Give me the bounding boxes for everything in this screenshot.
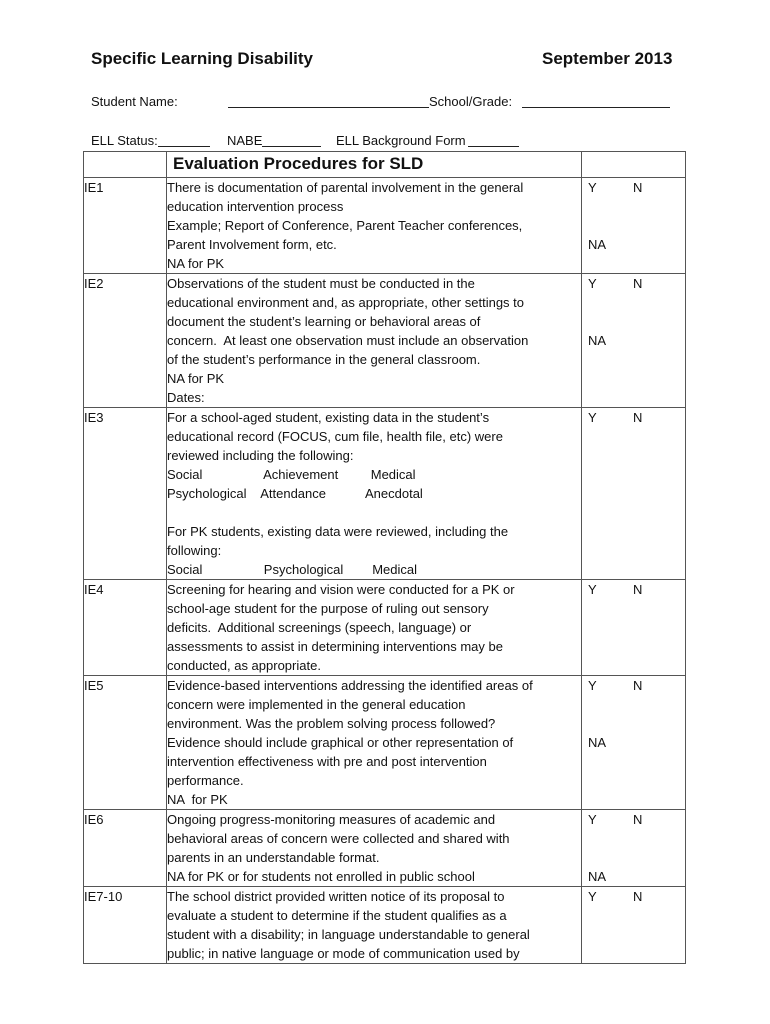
table-row [84, 274, 686, 408]
table-row [84, 408, 686, 580]
description-line: student with a disability; in language understandable to general [167, 927, 530, 942]
description-line: Observations of the student must be conducted in the [167, 276, 475, 291]
description-line: of the student’s performance in the general classroom. [167, 352, 481, 367]
description-line: environment. Was the problem solving process followed? [167, 716, 496, 731]
description-line: NA for PK [167, 256, 225, 271]
description-line: parents in an understandable format. [167, 850, 380, 865]
table-row [84, 810, 686, 887]
school-grade-label: School/Grade: [429, 94, 513, 109]
description-line: Dates: [167, 390, 205, 405]
description-line: assessments to assist in determining interventions may be [167, 639, 503, 654]
student-name-label: Student Name: [91, 94, 178, 109]
yn-cell [582, 408, 686, 580]
description-line: For PK students, existing data were reviewed, including the [167, 524, 509, 539]
item-description [167, 408, 582, 580]
yes-option[interactable]: Y [588, 410, 597, 425]
ell-status-label: ELL Status: [91, 133, 158, 148]
description-line: Example; Report of Conference, Parent Teacher conferences, [167, 218, 523, 233]
description-line: document the student’s learning or behavioral areas of [167, 314, 481, 329]
description-line: NA for PK or for students not enrolled in public school [167, 869, 475, 884]
description-line: education intervention process [167, 199, 344, 214]
description-line: NA for PK [167, 792, 228, 807]
item-description [167, 887, 582, 964]
na-option[interactable]: NA [588, 237, 607, 252]
item-code: IE6 [84, 810, 167, 887]
description-line: For a school-aged student, existing data in the student’s [167, 410, 490, 425]
description-line: Social Psychological Medical [167, 562, 417, 577]
no-option[interactable]: N [633, 276, 643, 291]
yn-cell [582, 676, 686, 810]
table-row [84, 676, 686, 810]
document-title: Specific Learning Disability [91, 49, 314, 68]
description-line: Evidence should include graphical or other representation of [167, 735, 514, 750]
description-line: There is documentation of parental involvement in the general [167, 180, 524, 195]
no-option[interactable]: N [633, 410, 643, 425]
no-option[interactable]: N [633, 678, 643, 693]
no-option[interactable]: N [633, 812, 643, 827]
yn-cell [582, 580, 686, 676]
yn-cell [582, 274, 686, 408]
description-line: concern. At least one observation must include an observation [167, 333, 529, 348]
item-code: IE1 [84, 178, 167, 274]
yes-option[interactable]: Y [588, 812, 597, 827]
description-line: NA for PK [167, 371, 225, 386]
item-description [167, 810, 582, 887]
description-line: educational environment and, as appropriate, other settings to [167, 295, 525, 310]
student-name-field[interactable] [228, 94, 429, 111]
description-line: Evidence-based interventions addressing the identified areas of [167, 678, 533, 693]
no-option[interactable]: N [633, 582, 643, 597]
na-option[interactable]: NA [588, 333, 607, 348]
description-line: concern were implemented in the general education [167, 697, 466, 712]
item-description [167, 178, 582, 274]
description-line: behavioral areas of concern were collected and shared with [167, 831, 510, 846]
school-grade-field[interactable] [522, 94, 670, 111]
yn-cell [582, 810, 686, 887]
description-line: reviewed including the following: [167, 448, 354, 463]
description-line: Ongoing progress-monitoring measures of academic and [167, 812, 496, 827]
description-line: Screening for hearing and vision were conducted for a PK or [167, 582, 515, 597]
item-description [167, 274, 582, 408]
description-line: performance. [167, 773, 244, 788]
description-line: school-age student for the purpose of ruling out sensory [167, 601, 489, 616]
ell-background-field[interactable] [468, 133, 519, 150]
description-line: The school district provided written notice of its proposal to [167, 889, 505, 904]
yn-cell [582, 178, 686, 274]
item-code: IE7-10 [84, 887, 167, 964]
yn-cell [582, 887, 686, 964]
description-line [167, 503, 581, 522]
description-line: Parent Involvement form, etc. [167, 237, 337, 252]
table-heading-row [84, 152, 686, 178]
description-line: educational record (FOCUS, cum file, health file, etc) were [167, 429, 503, 444]
item-description [167, 580, 582, 676]
description-line: Psychological Attendance Anecdotal [167, 486, 423, 501]
description-line: intervention effectiveness with pre and post intervention [167, 754, 487, 769]
heading-yn-cell [582, 152, 686, 178]
yes-option[interactable]: Y [588, 678, 597, 693]
item-code: IE5 [84, 676, 167, 810]
yes-option[interactable]: Y [588, 582, 597, 597]
description-line: evaluate a student to determine if the student qualifies as a [167, 908, 507, 923]
description-line: following: [167, 543, 222, 558]
description-line: public; in native language or mode of communication used by [167, 946, 520, 961]
nabe-label: NABE [227, 133, 263, 148]
yes-option[interactable]: Y [588, 889, 597, 904]
table-row [84, 580, 686, 676]
table-row [84, 887, 686, 964]
description-line: conducted, as appropriate. [167, 658, 321, 673]
ell-status-field[interactable] [158, 133, 210, 150]
ell-background-label: ELL Background Form [336, 133, 466, 148]
item-code: IE4 [84, 580, 167, 676]
table-row [84, 178, 686, 274]
item-code: IE3 [84, 408, 167, 580]
item-code: IE2 [84, 274, 167, 408]
yes-option[interactable]: Y [588, 180, 597, 195]
no-option[interactable]: N [633, 889, 643, 904]
table-heading: Evaluation Procedures for SLD [167, 152, 582, 178]
nabe-field[interactable] [262, 133, 321, 150]
yes-option[interactable]: Y [588, 276, 597, 291]
document-date: September 2013 [542, 49, 673, 68]
description-line: deficits. Additional screenings (speech, language) or [167, 620, 472, 635]
na-option[interactable]: NA [588, 735, 607, 750]
no-option[interactable]: N [633, 180, 643, 195]
evaluation-table [83, 151, 686, 964]
description-line: Social Achievement Medical [167, 467, 416, 482]
na-option[interactable]: NA [588, 869, 607, 884]
heading-code-cell [84, 152, 167, 178]
item-description [167, 676, 582, 810]
